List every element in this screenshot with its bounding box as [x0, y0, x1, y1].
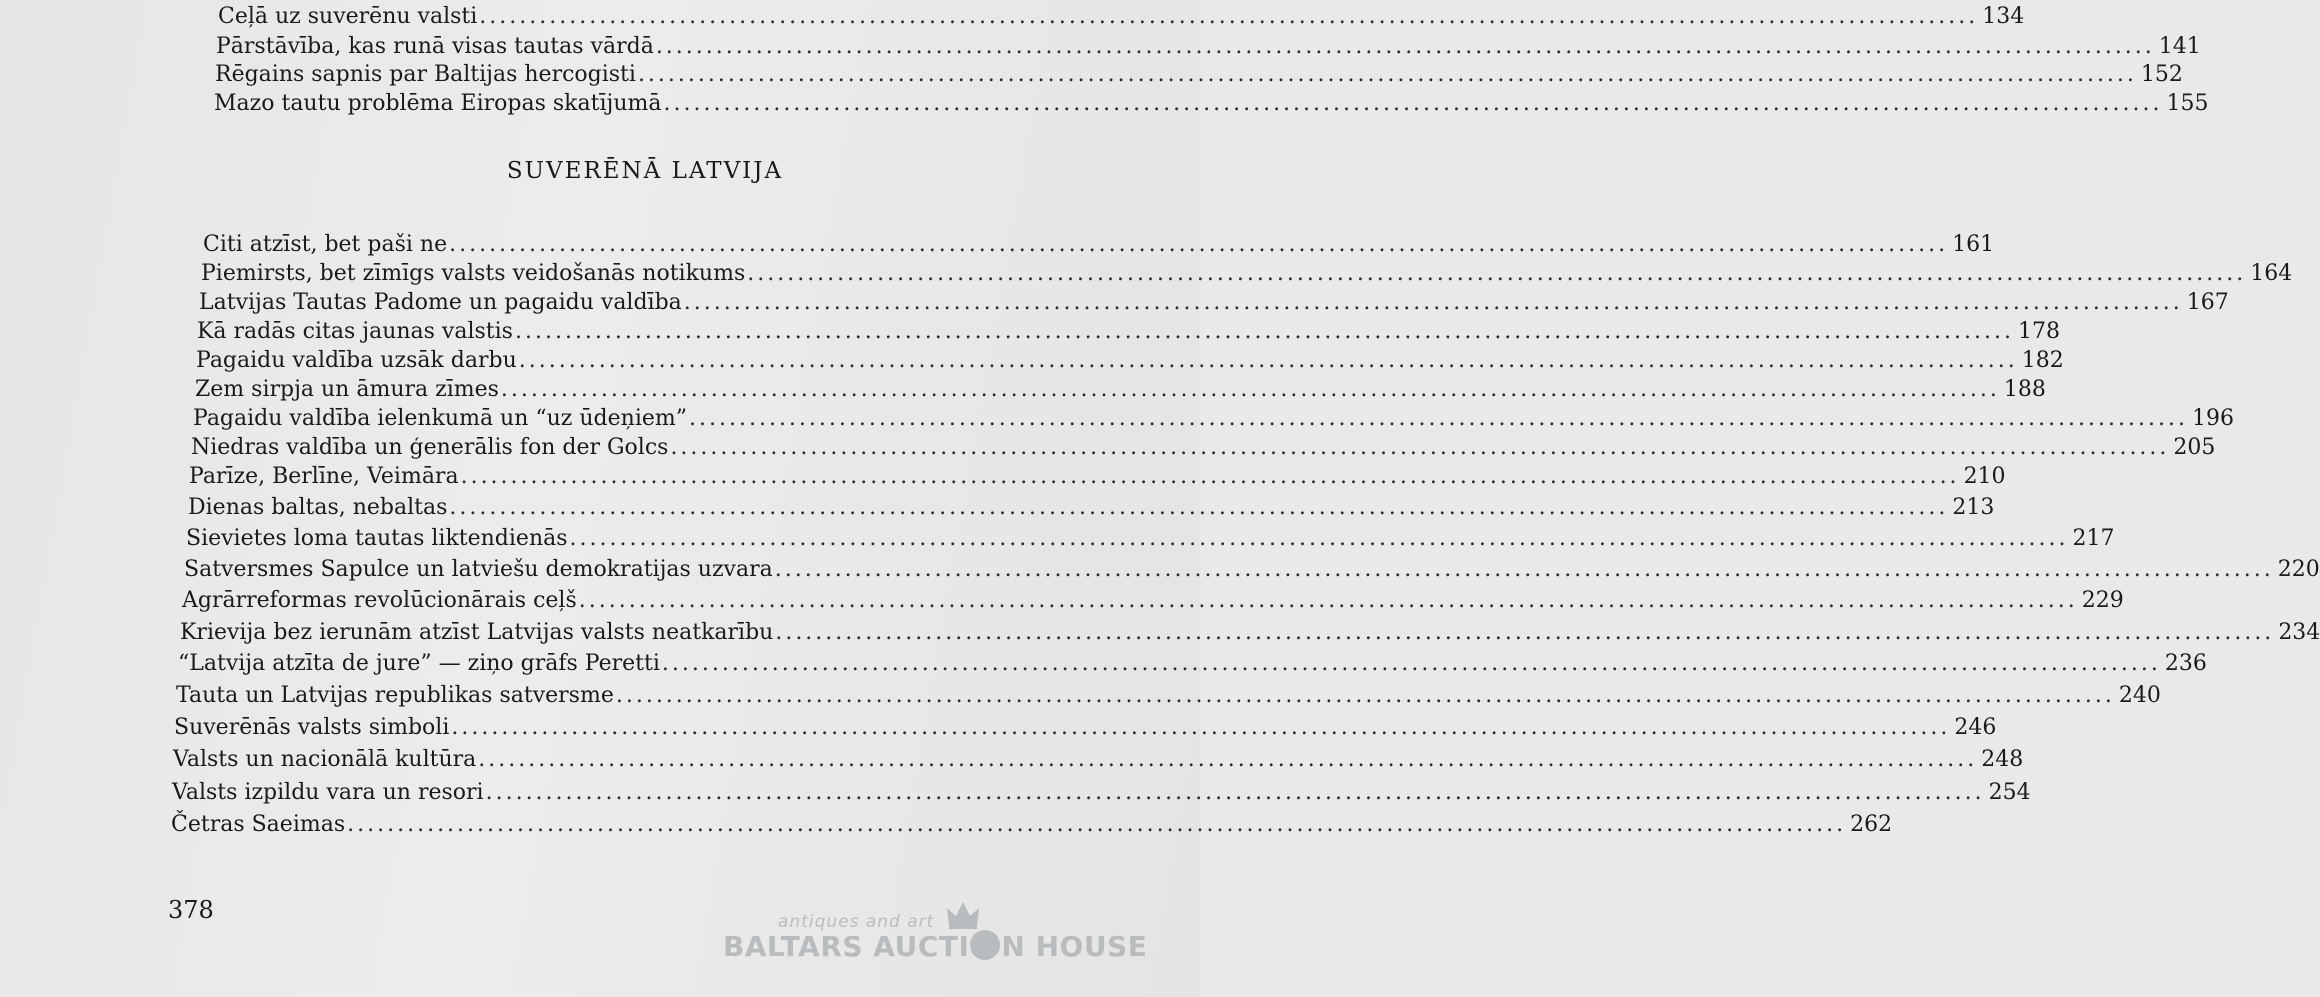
toc-leader-dots: ...................................................................................................................................................... [670, 435, 2170, 460]
toc-entry [184, 555, 2320, 585]
toc-leader-dots: ...................................................................................................................................................... [347, 812, 1847, 837]
toc-entry-page: 246 [1954, 715, 1997, 740]
watermark-o-dot-icon [970, 930, 1000, 960]
toc-entry-title: Tauta un Latvijas republikas satversme [176, 683, 614, 708]
toc-leader-dots: ...................................................................................................................................................... [615, 683, 2115, 708]
toc-entry-title: Pagaidu valdība ielenkumā un “uz ūdeņiem” [193, 406, 687, 431]
toc-leader-dots: ...................................................................................................................................................... [637, 62, 2137, 87]
toc-leader-dots: ...................................................................................................................................................... [478, 747, 1978, 772]
toc-leader-dots: ...................................................................................................................................................... [774, 557, 2274, 582]
watermark-name-part2: N HOUSE [1001, 930, 1148, 963]
toc-entry-title: Zem sirpja un āmura zīmes [195, 377, 499, 402]
toc-entry-title: Sievietes loma tautas liktendienās [186, 526, 568, 551]
toc-entry-title: Ceļā uz suverēnu valsti [218, 4, 478, 29]
toc-entry-page: 248 [1981, 747, 2024, 772]
crown-icon [946, 900, 980, 930]
toc-entry [172, 778, 2031, 808]
toc-leader-dots: ...................................................................................................................................................... [578, 588, 2078, 613]
toc-entry [174, 713, 1997, 743]
toc-entry-page: 229 [2081, 588, 2124, 613]
toc-leader-dots: ...................................................................................................................................................... [514, 319, 2014, 344]
toc-entry-title: Pagaidu valdība uzsāk darbu [196, 348, 517, 373]
toc-entry-page: 236 [2164, 651, 2207, 676]
toc-entry-page: 234 [2278, 620, 2320, 645]
toc-leader-dots: ...................................................................................................................................................... [747, 261, 2247, 286]
toc-entry-page: 188 [2003, 377, 2046, 402]
toc-entry [215, 60, 2183, 90]
toc-leader-dots: ...................................................................................................................................................... [449, 495, 1949, 520]
toc-leader-dots: ...................................................................................................................................................... [485, 780, 1985, 805]
watermark-name-part1: BALTARS AUCTI [723, 930, 970, 963]
watermark-tagline: antiques and art [778, 912, 935, 932]
toc-entry-title: Satversmes Sapulce un latviešu demokratijas uzvara [184, 557, 773, 582]
toc-entry [195, 375, 2046, 405]
toc-leader-dots: ...................................................................................................................................................... [689, 406, 2188, 431]
toc-entry-page: 134 [1982, 4, 2025, 29]
toc-entry-page: 167 [2186, 290, 2229, 315]
toc-entry-page: 164 [2250, 261, 2293, 286]
toc-entry-title: Latvijas Tautas Padome un pagaidu valdība [199, 290, 682, 315]
toc-entry-title: Parīze, Berlīne, Veimāra [189, 464, 459, 489]
toc-entry-title: Niedras valdība un ģenerālis fon der Golcs [191, 435, 669, 460]
toc-leader-dots: ...................................................................................................................................................... [655, 34, 2155, 59]
toc-leader-dots: ...................................................................................................................................................... [683, 290, 2183, 315]
toc-entry [196, 346, 2064, 376]
toc-entry [216, 32, 2201, 62]
toc-entry-page: 182 [2021, 348, 2064, 373]
toc-leader-dots: ...................................................................................................................................................... [449, 232, 1949, 257]
toc-leader-dots: ...................................................................................................................................................... [460, 464, 1960, 489]
toc-leader-dots: ...................................................................................................................................................... [479, 4, 1979, 29]
toc-leader-dots: ...................................................................................................................................................... [663, 91, 2163, 116]
page-number: 378 [168, 896, 214, 924]
toc-leader-dots: ...................................................................................................................................................... [661, 651, 2161, 676]
toc-entry-title: Citi atzīst, bet paši ne [203, 232, 448, 257]
toc-entry-title: Pārstāvība, kas runā visas tautas vārdā [216, 34, 654, 59]
toc-entry-page: 262 [1850, 812, 1893, 837]
toc-entry [178, 649, 2207, 679]
toc-entry-page: 155 [2166, 91, 2209, 116]
toc-entry [203, 230, 1995, 260]
toc-entry-page: 254 [1988, 780, 2031, 805]
toc-entry [176, 681, 2161, 711]
toc-entry-title: Rēgains sapnis par Baltijas hercogisti [215, 62, 636, 87]
toc-entry-title: Suverēnās valsts simboli [174, 715, 450, 740]
toc-entry-page: 205 [2173, 435, 2216, 460]
toc-entry-page: 152 [2140, 62, 2183, 87]
toc-entry [197, 317, 2060, 347]
section-heading: SUVERĒNĀ LATVIJA [506, 158, 784, 184]
toc-entry-page: 217 [2072, 526, 2115, 551]
toc-entry [186, 524, 2115, 554]
toc-leader-dots: ...................................................................................................................................................... [775, 620, 2275, 645]
toc-entry-title: Četras Saeimas [171, 812, 346, 837]
toc-leader-dots: ...................................................................................................................................................... [451, 715, 1951, 740]
toc-entry-page: 178 [2017, 319, 2060, 344]
toc-leader-dots: ...................................................................................................................................................... [500, 377, 2000, 402]
toc-leader-dots: ...................................................................................................................................................... [518, 348, 2018, 373]
toc-entry [171, 810, 1893, 840]
toc-entry-page: 210 [1963, 464, 2006, 489]
toc-entry-page: 196 [2191, 406, 2234, 431]
toc-entry [182, 586, 2124, 616]
toc-entry [199, 288, 2229, 318]
watermark [720, 904, 1148, 974]
toc-entry [193, 404, 2234, 434]
toc-entry-page: 141 [2158, 34, 2201, 59]
toc-entry [188, 493, 1995, 523]
toc-entry [201, 259, 2293, 289]
watermark-name [723, 930, 1147, 963]
toc-entry [173, 745, 2024, 775]
toc-entry [191, 433, 2216, 463]
toc-entry-title: Valsts un nacionālā kultūra [173, 747, 477, 772]
toc-entry-title: Mazo tautu problēma Eiropas skatījumā [214, 91, 662, 116]
toc-entry [218, 2, 2025, 32]
toc-entry-title: Krievija bez ierunām atzīst Latvijas valsts neatkarību [180, 620, 774, 645]
toc-entry [189, 462, 2006, 492]
toc-leader-dots: ...................................................................................................................................................... [569, 526, 2069, 551]
toc-entry-page: 213 [1952, 495, 1995, 520]
toc-entry-title: Valsts izpildu vara un resori [172, 780, 484, 805]
toc-entry-title: Dienas baltas, nebaltas [188, 495, 448, 520]
toc-entry-title: “Latvija atzīta de jure” — ziņo grāfs Peretti [178, 651, 660, 676]
toc-entry-title: Kā radās citas jaunas valstis [197, 319, 513, 344]
toc-entry [180, 618, 2320, 648]
toc-entry-title: Piemirsts, bet zīmīgs valsts veidošanās notikums [201, 261, 746, 286]
toc-entry-title: Agrārreformas revolūcionārais ceļš [182, 588, 577, 613]
toc-entry [214, 89, 2209, 119]
toc-entry-page: 161 [1952, 232, 1995, 257]
toc-entry-page: 240 [2118, 683, 2161, 708]
toc-entry-page: 220 [2277, 557, 2320, 582]
